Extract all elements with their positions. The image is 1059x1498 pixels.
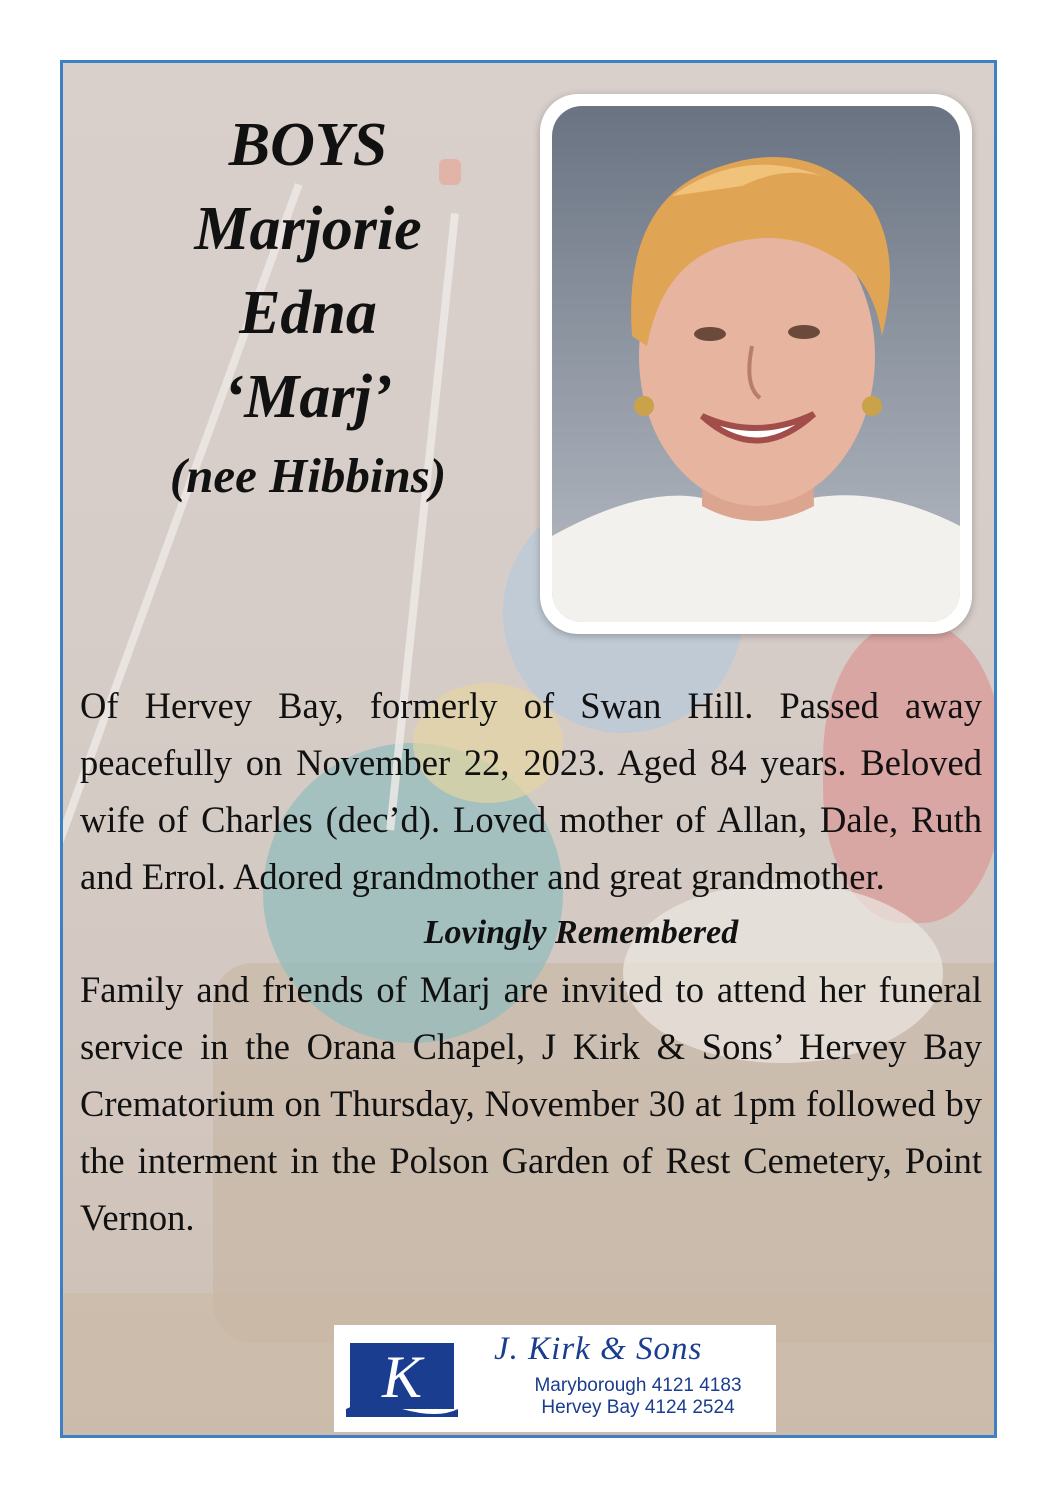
hervey-bay-phone: Hervey Bay 4124 2524 [541,1397,735,1418]
obituary-paragraph: Of Hervey Bay, formerly of Swan Hill. Passed away peacefully on November 22, 2023. Aged 84 years. Beloved wife of Charles (dec’d). Loved mother of Allan, Dale, Ruth and Errol. Adored grandmother and great grandmother. [80,685,982,897]
deceased-name-block [143,103,473,511]
portrait-frame [540,94,972,634]
k-scroll-logo-icon [346,1339,458,1417]
nickname: ‘Marj’ [223,363,393,431]
surname: BOYS [228,111,388,179]
funeral-director-logo [334,1325,776,1432]
funeral-director-name: J. Kirk & Sons [494,1331,703,1367]
lovingly-remembered-heading: Lovingly Remembered [423,914,739,951]
portrait-photo [552,106,960,622]
funeral-service-paragraph: Family and friends of Marj are invited to attend her funeral service in the Orana Chapel, J Kirk & Sons’ Hervey Bay Crematorium on Thursday, November 30 at 1pm followed by the interment in the Polson Garden of Rest Cemetery, Point Vernon. [80,969,982,1238]
first-name: Marjorie [194,195,422,263]
portrait-image [552,106,960,622]
maryborough-phone: Maryborough 4121 4183 [534,1375,742,1396]
notice-frame [60,60,997,1438]
notice-body [80,677,982,1246]
svg-text:K: K [381,1344,423,1410]
maiden-name: (nee Hibbins) [169,448,447,503]
middle-name: Edna [239,279,377,347]
